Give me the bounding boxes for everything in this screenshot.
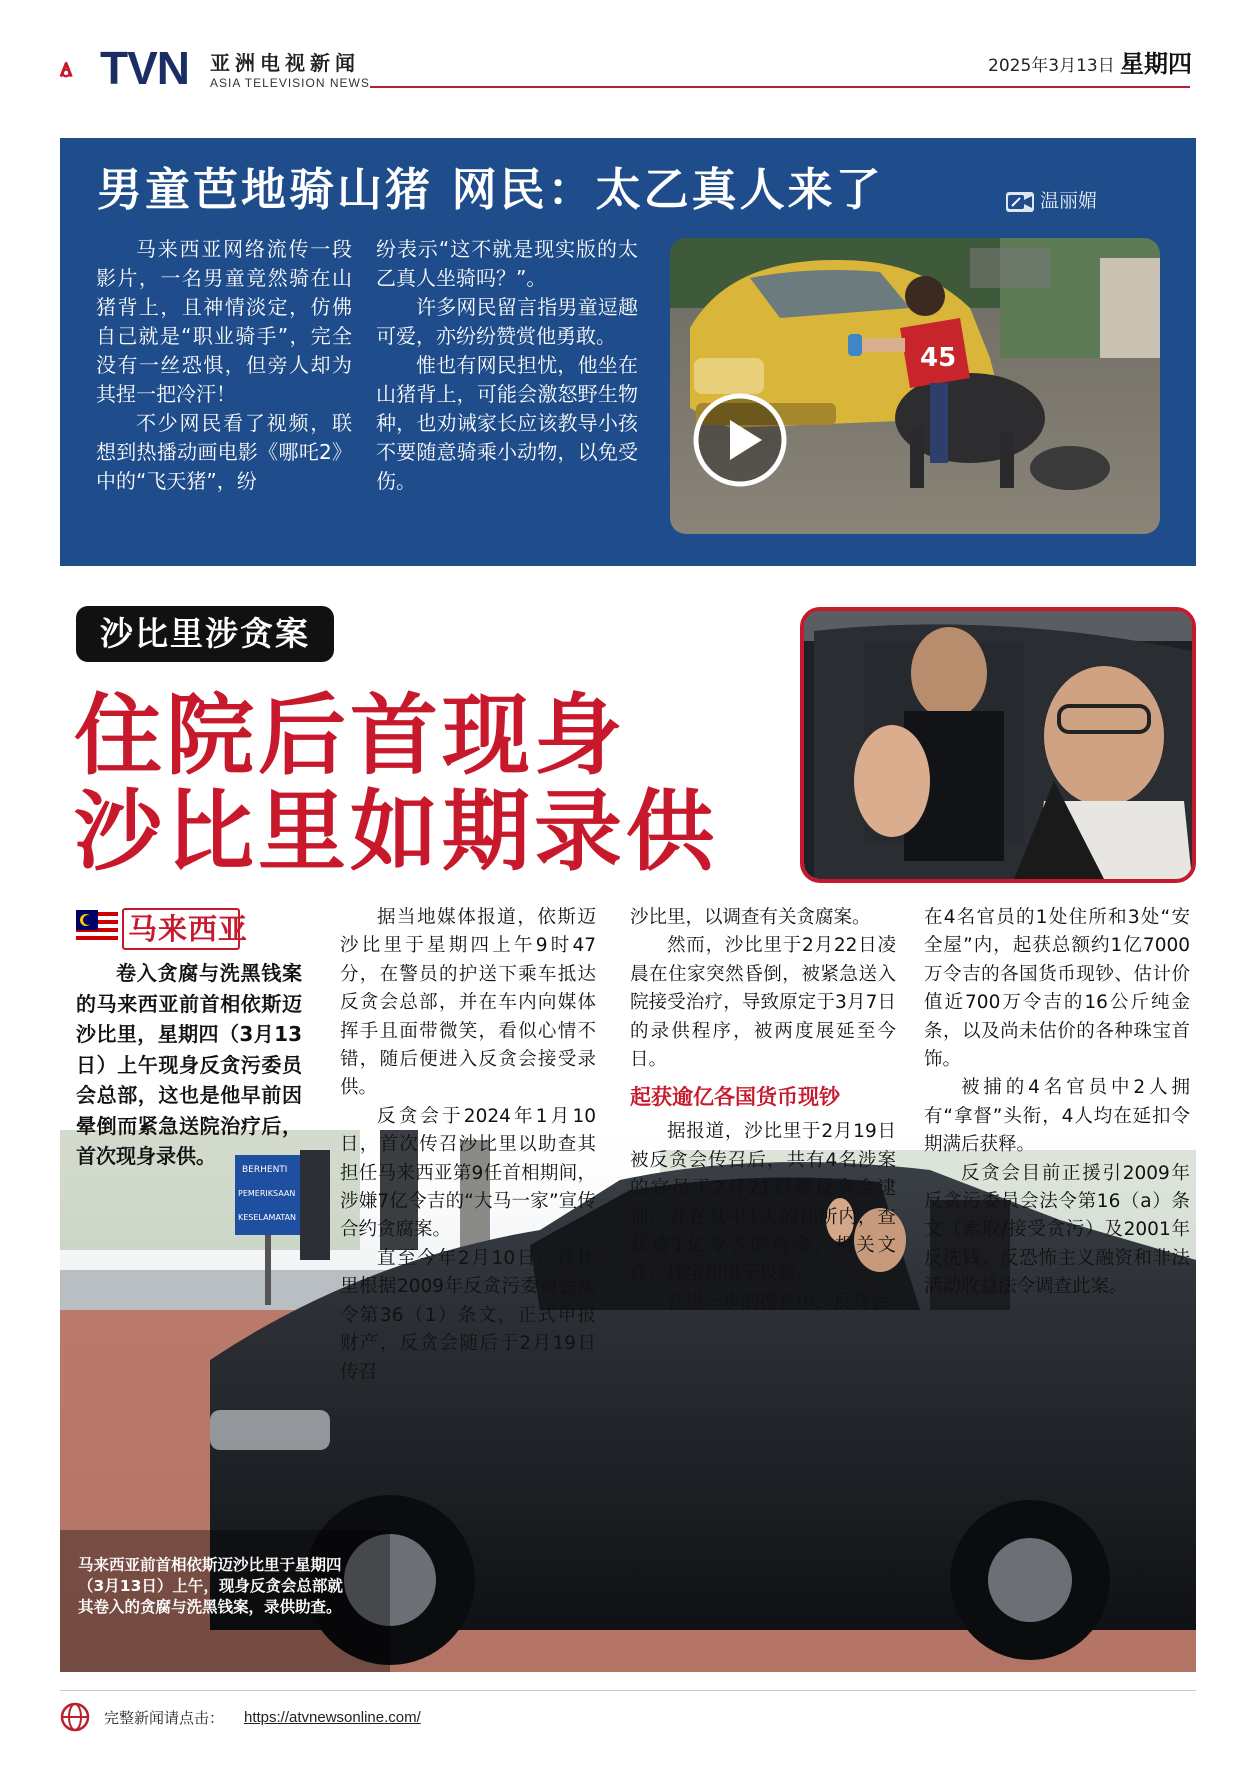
paragraph: 被捕的4名官员中2人拥有“拿督”头衔，4人均在延扣令期满后获释。 bbox=[924, 1077, 1190, 1156]
paragraph: 惟也有网民担忧，他坐在山猪背上，可能会激怒野生物种，也劝诫家长应该教导小孩不要随意骑乘小动物，以免受伤。 bbox=[376, 353, 638, 493]
top-story-title: 男童芭地骑山猪 网民：太乙真人来了 bbox=[97, 163, 884, 216]
photo-caption: 马来西亚前首相依斯迈沙比里于星期四（3月13日）上午，现身反贪会总部就其卷入的贪腐与洗黑钱案，录供助查。 bbox=[78, 1556, 343, 1616]
footer-rule bbox=[60, 1690, 1196, 1691]
brand-name-cn: 亚洲电视新闻 bbox=[210, 51, 360, 75]
headline-line-1: 住院后首现身 bbox=[74, 684, 627, 787]
author-name: 温丽媚 bbox=[1040, 190, 1098, 212]
video-thumbnail[interactable] bbox=[670, 238, 1160, 534]
paragraph: 在4名官员的1处住所和3处“安全屋”内，起获总额约1亿7000万令吉的各国货币现钞、估计价值近700万令吉的16公斤纯金条，以及尚未估价的各种珠宝首饰。 bbox=[924, 907, 1190, 1071]
paragraph: 沙比里，以调查有关贪腐案。 bbox=[630, 907, 871, 928]
paragraph: 许多网民留言指男童逗趣可爱，亦纷纷赞赏他勇敢。 bbox=[376, 295, 638, 348]
paragraph: 据当地媒体报道，依斯迈沙比里于星期四上午9时47分，在警员的护送下乘车抵达反贪会总部，并在车内向媒体挥手且面带微笑，看似心情不错，随后便进入反贪会接受录供。 bbox=[340, 907, 596, 1099]
video-camera-icon bbox=[1006, 192, 1034, 212]
logo-text: TVN bbox=[100, 42, 189, 94]
paragraph: 不少网民看了视频，联想到热播动画电影《哪吒2》中的“飞天猪”，纷 bbox=[96, 411, 352, 493]
paragraph: 据报道，沙比里于2月19日被反贪会传召后，共有4名涉案的官员于2月21日被反贪会逮捕，并在其中1人的住所内，查获逾1亿令吉的现金、相关文件、珠宝和电子设备。 bbox=[630, 1121, 896, 1285]
paragraph: 在进一步的搜查中，反贪会 bbox=[667, 1291, 890, 1313]
top-story-col-left bbox=[96, 235, 352, 496]
footer-label: 完整新闻请点击： bbox=[104, 1709, 225, 1727]
paragraph: 然而，沙比里于2月22日凌晨在住家突然昏倒，被紧急送入院接受治疗，导致原定于3月7日的录供程序，被两度展延至今日。 bbox=[630, 935, 896, 1071]
article-col-1 bbox=[340, 904, 596, 1387]
headline-line-2: 沙比里如期录供 bbox=[74, 780, 719, 883]
paragraph: 反贪会于2024年1月10日，首次传召沙比里以助查其担任马来西亚第9任首相期间，涉嫌7亿令吉的“大马一家”宣传合约贪腐案。 bbox=[340, 1105, 596, 1241]
paragraph: 纷表示“这不就是现实版的太乙真人坐骑吗？”。 bbox=[376, 237, 638, 290]
article-col-3 bbox=[924, 904, 1190, 1302]
lead-text: 卷入贪腐与洗黑钱案的马来西亚前首相依斯迈沙比里，星期四（3月13日）上午现身反贪污委员会总部，这也是他早前因晕倒而紧急送院治疗后，首次现身录供。 bbox=[76, 961, 302, 1168]
brand-name-en: ASIA TELEVISION NEWS bbox=[210, 76, 370, 90]
website-link[interactable]: https://atvnewsonline.com/ bbox=[244, 1709, 421, 1726]
header-rule bbox=[370, 86, 1190, 88]
top-story-col-right bbox=[376, 235, 638, 496]
play-icon[interactable] bbox=[690, 390, 790, 490]
malaysia-flag-icon bbox=[76, 910, 118, 948]
issue-weekday: 星期四 bbox=[1120, 50, 1192, 78]
lead-paragraph bbox=[76, 958, 302, 1172]
sign-line: PEMERIKSAAN bbox=[238, 1189, 296, 1198]
article-col-2 bbox=[630, 904, 896, 1317]
section-subhead: 起获逾亿各国货币现钞 bbox=[630, 1085, 840, 1110]
globe-icon bbox=[60, 1702, 90, 1732]
sign-line: BERHENTI bbox=[242, 1165, 288, 1175]
sign-line: KESELAMATAN bbox=[238, 1213, 297, 1222]
story-tag: 沙比里涉贪案 bbox=[100, 614, 310, 653]
issue-date: 2025年3月13日 bbox=[988, 56, 1115, 76]
paragraph: 直至今年2月10日，沙比里根据2009年反贪污委员会法令第36（1）条文，正式申报财产，反贪会随后于2月19日传召 bbox=[340, 1247, 596, 1383]
car-wave-photo bbox=[800, 607, 1196, 883]
atv-logo-icon bbox=[58, 46, 106, 94]
paragraph: 马来西亚网络流传一段影片，一名男童竟然骑在山猪背上，且神情淡定，仿佛自己就是“职业骑手”，完全没有一丝恐惧，但旁人却为其捏一把冷汗！ bbox=[96, 237, 352, 406]
jersey-number: 45 bbox=[920, 343, 957, 373]
paragraph: 反贪会目前正援引2009年反贪污委员会法令第16（a）条文（索取/接受贪污）及2001年反洗钱、反恐怖主义融资和非法活动收益法令调查此案。 bbox=[924, 1162, 1190, 1298]
country-label: 马来西亚 bbox=[128, 912, 249, 946]
